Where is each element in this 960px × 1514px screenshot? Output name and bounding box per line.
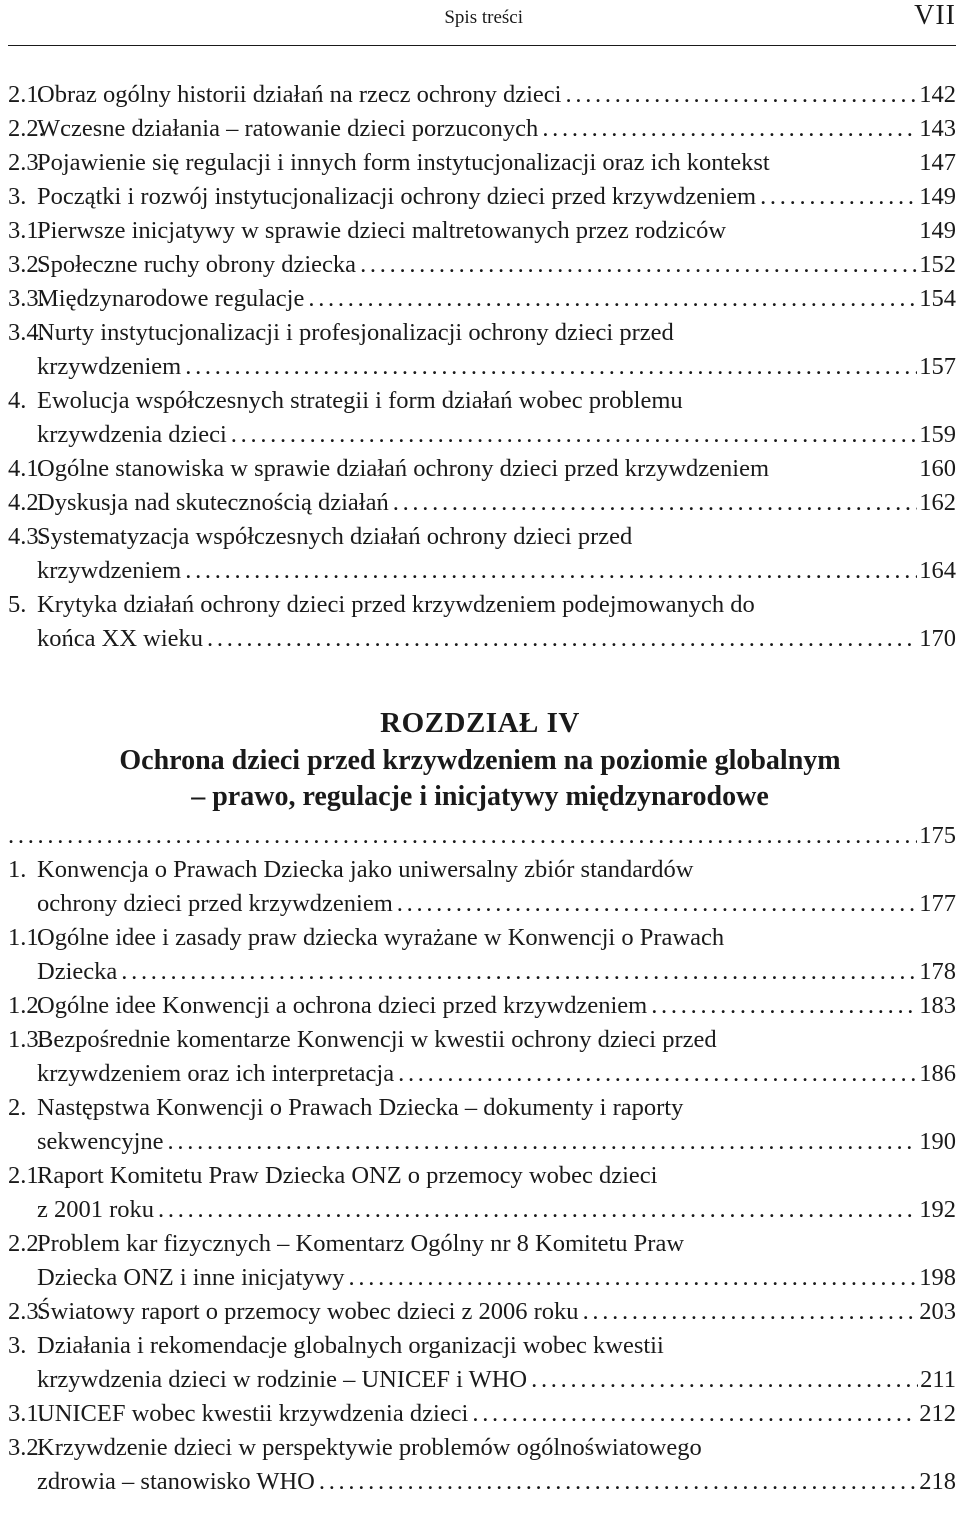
toc-entry-page: 147 — [919, 149, 956, 176]
toc-entry-text: Dziecka ONZ i inne inicjatywy — [37, 1264, 345, 1291]
toc-entry-line — [0, 112, 960, 146]
toc-entry-text: Nurty instytucjonalizacji i profesjonalizacji ochrony dzieci przed — [37, 319, 674, 346]
toc-entry[interactable] — [0, 1295, 960, 1329]
dot-leader — [397, 887, 917, 921]
toc-entry-number: 3.1. — [8, 1400, 45, 1427]
dot-leader — [393, 486, 918, 520]
toc-entry-text: zdrowia – stanowisko WHO — [37, 1468, 315, 1495]
toc-entry-line — [0, 887, 960, 921]
toc-entry-number: 2.3. — [8, 1298, 45, 1325]
header-rule — [8, 45, 956, 46]
toc-entry-line — [0, 1091, 960, 1125]
toc-entry-text: Społeczne ruchy obrony dziecka — [37, 251, 357, 278]
dot-leader — [319, 1465, 917, 1499]
toc-entry-line — [0, 921, 960, 955]
toc-entry-page: 198 — [919, 1264, 956, 1291]
toc-entry-text: Ogólne idee i zasady praw dziecka wyrażane w Konwencji o Prawach — [37, 924, 725, 951]
toc-entry[interactable] — [0, 989, 960, 1023]
dot-leader — [158, 1193, 917, 1227]
toc-entry-page: 154 — [919, 285, 956, 312]
toc-entry[interactable] — [0, 921, 960, 989]
toc-entry-text: końca XX wieku — [37, 625, 204, 652]
toc-entry-line — [0, 350, 960, 384]
toc-entry-page: 218 — [919, 1468, 956, 1495]
toc-entry[interactable] — [0, 214, 960, 248]
toc-entry-page: 157 — [919, 353, 956, 380]
toc-entry-number: 3. — [8, 1332, 27, 1359]
running-title: Spis treści — [444, 7, 523, 28]
toc-entry-line — [0, 1295, 960, 1329]
toc-entry-text: krzywdzenia dzieci w rodzinie – UNICEF i WHO — [37, 1366, 528, 1393]
toc-entry[interactable] — [0, 1227, 960, 1295]
chapter-title-line-2: – prawo, regulacje i inicjatywy międzynarodowe — [191, 781, 769, 812]
toc-entry-number: 4.1. — [8, 455, 45, 482]
toc-entry-number: 4.3. — [8, 523, 45, 550]
toc-entry-text: Początki i rozwój instytucjonalizacji ochrony dzieci przed krzywdzeniem — [37, 183, 757, 210]
toc-entry-text: Konwencja o Prawach Dziecka jako uniwersalny zbiór standardów — [37, 856, 694, 883]
toc-entry-text: Krzywdzenie dzieci w perspektywie problemów ogólnoświatowego — [37, 1434, 702, 1461]
toc-entry-page: 186 — [919, 1060, 956, 1087]
table-of-contents — [0, 78, 960, 1499]
running-header — [0, 0, 960, 46]
toc-entry-line — [0, 955, 960, 989]
toc-entry-text: ochrony dzieci przed krzywdzeniem — [37, 890, 393, 917]
toc-entry-text: z 2001 roku — [37, 1196, 155, 1223]
dot-leader — [566, 78, 918, 112]
toc-entry-page: 190 — [919, 1128, 956, 1155]
toc-entry-page: 177 — [919, 890, 956, 917]
toc-entry-line — [0, 316, 960, 350]
toc-entry-text: Systematyzacja współczesnych działań ochrony dzieci przed — [37, 523, 633, 550]
dot-leader — [207, 622, 917, 656]
toc-entry[interactable] — [0, 1159, 960, 1227]
toc-entry-number: 3. — [8, 183, 27, 210]
toc-entry-text: krzywdzeniem — [37, 557, 182, 584]
toc-entry-page: 142 — [919, 81, 956, 108]
toc-entry[interactable] — [0, 486, 960, 520]
dot-leader — [651, 989, 917, 1023]
toc-entry-text: UNICEF wobec kwestii krzywdzenia dzieci — [37, 1400, 469, 1427]
toc-entries-bottom — [0, 853, 960, 1499]
toc-entry-page: 203 — [919, 1298, 956, 1325]
toc-entry-line — [0, 1193, 960, 1227]
toc-entry-text: Problem kar fizycznych – Komentarz Ogólny nr 8 Komitetu Praw — [37, 1230, 685, 1257]
toc-entry-text: sekwencyjne — [37, 1128, 164, 1155]
toc-entry-number: 2.2. — [8, 115, 45, 142]
toc-entry[interactable] — [0, 1091, 960, 1159]
toc-entry-line — [0, 1159, 960, 1193]
chapter-number: ROZDZIAŁ IV — [380, 707, 580, 739]
toc-entry[interactable] — [0, 316, 960, 384]
toc-entry-number: 2. — [8, 1094, 27, 1121]
toc-entry-text: Ogólne stanowiska w sprawie działań ochrony dzieci przed krzywdzeniem — [37, 455, 770, 482]
dot-leader — [185, 554, 917, 588]
dot-leader — [531, 1363, 918, 1397]
toc-entry-line — [0, 282, 960, 316]
toc-entry-line — [0, 1431, 960, 1465]
toc-entry-number: 3.2. — [8, 1434, 45, 1461]
toc-entry[interactable] — [0, 1023, 960, 1091]
dot-leader — [349, 1261, 918, 1295]
toc-entry-number: 2.3. — [8, 149, 45, 176]
toc-entry-page: 164 — [919, 557, 956, 584]
toc-entry-text: Bezpośrednie komentarze Konwencji w kwestii ochrony dzieci przed — [37, 1026, 717, 1053]
toc-entry-text: Następstwa Konwencji o Prawach Dziecka – dokumenty i raporty — [37, 1094, 684, 1121]
toc-entry-line — [0, 78, 960, 112]
toc-entry-number: 2.2. — [8, 1230, 45, 1257]
dot-leader — [185, 350, 917, 384]
toc-entry-line — [0, 180, 960, 214]
toc-entry-number: 4. — [8, 387, 27, 414]
toc-entry-text: Raport Komitetu Praw Dziecka ONZ o przemocy wobec dzieci — [37, 1162, 658, 1189]
toc-entry-page: 162 — [919, 489, 956, 516]
dot-leader — [472, 1397, 917, 1431]
toc-entry-number: 1.3. — [8, 1026, 45, 1053]
toc-entry-text: krzywdzeniem — [37, 353, 182, 380]
toc-entry[interactable] — [0, 282, 960, 316]
toc-entry[interactable] — [0, 452, 960, 486]
toc-entry[interactable] — [0, 180, 960, 214]
dot-leader — [8, 819, 917, 853]
toc-entry-text: krzywdzeniem oraz ich interpretacja — [37, 1060, 395, 1087]
toc-entry-number: 1. — [8, 856, 27, 883]
toc-entry-line — [0, 248, 960, 282]
toc-entry[interactable] — [0, 1329, 960, 1397]
toc-entry-number: 2.1. — [8, 81, 45, 108]
toc-entry[interactable] — [0, 248, 960, 282]
dot-leader — [308, 282, 917, 316]
toc-entry-text: Obraz ogólny historii działań na rzecz ochrony dzieci — [37, 81, 562, 108]
toc-entry[interactable] — [0, 112, 960, 146]
toc-entry-page: 152 — [919, 251, 956, 278]
toc-entry-line — [0, 1125, 960, 1159]
toc-entry-page: 149 — [919, 217, 956, 244]
toc-entry-line — [0, 1397, 960, 1431]
toc-entry-number: 3.2. — [8, 251, 45, 278]
toc-entry-text: Krytyka działań ochrony dzieci przed krzywdzeniem podejmowanych do — [37, 591, 755, 618]
toc-entry-number: 1.2. — [8, 992, 45, 1019]
toc-entry-text: Pierwsze inicjatywy w sprawie dzieci maltretowanych przez rodziców — [37, 217, 727, 244]
toc-entry[interactable] — [0, 853, 960, 921]
toc-entry-number: 1.1. — [8, 924, 45, 951]
toc-entry-line — [0, 554, 960, 588]
toc-entry-text: krzywdzenia dzieci — [37, 421, 227, 448]
toc-entry-line — [0, 1023, 960, 1057]
toc-entry-line — [0, 1227, 960, 1261]
toc-entry-text: Ewolucja współczesnych strategii i form działań wobec problemu — [37, 387, 683, 414]
chapter-page-number: 175 — [919, 822, 956, 849]
toc-entry-line — [0, 588, 960, 622]
toc-entry-number: 4.2. — [8, 489, 45, 516]
toc-entry-line — [0, 1057, 960, 1091]
toc-entry-text: Międzynarodowe regulacje — [37, 285, 305, 312]
toc-entry-number: 5. — [8, 591, 27, 618]
toc-entry-page: 170 — [919, 625, 956, 652]
dot-leader — [398, 1057, 917, 1091]
toc-entry[interactable] — [0, 1431, 960, 1499]
toc-entry-line — [0, 1329, 960, 1363]
toc-entry-page: 211 — [920, 1366, 956, 1393]
toc-entry-text: Ogólne idee Konwencji a ochrona dzieci przed krzywdzeniem — [37, 992, 648, 1019]
toc-entry-number: 3.4. — [8, 319, 45, 346]
toc-entry[interactable] — [0, 384, 960, 452]
dot-leader — [168, 1125, 918, 1159]
toc-entry-page: 149 — [919, 183, 956, 210]
toc-entry-line — [0, 452, 960, 486]
toc-entry-line — [0, 1465, 960, 1499]
toc-entry-page: 143 — [919, 115, 956, 142]
toc-entry-text: Dyskusja nad skutecznością działań — [37, 489, 389, 516]
toc-entry[interactable] — [0, 146, 960, 180]
chapter-heading — [0, 703, 960, 815]
toc-entry-line — [0, 989, 960, 1023]
toc-entry[interactable] — [0, 1397, 960, 1431]
toc-entry-page: 212 — [919, 1400, 956, 1427]
toc-entry-number: 2.1. — [8, 1162, 45, 1189]
toc-entry-number: 3.3. — [8, 285, 45, 312]
toc-entry-text: Dziecka — [37, 958, 118, 985]
dot-leader — [360, 248, 917, 282]
chapter-page-leader[interactable] — [0, 819, 960, 853]
toc-entry-line — [0, 384, 960, 418]
toc-entry-text: Pojawienie się regulacji i innych form instytucjonalizacji oraz ich kontekst — [37, 149, 770, 176]
toc-entry-line — [0, 520, 960, 554]
toc-entry-line — [0, 486, 960, 520]
toc-entry-line — [0, 214, 960, 248]
toc-entry[interactable] — [0, 520, 960, 588]
toc-entries-top — [0, 78, 960, 656]
dot-leader — [760, 180, 917, 214]
toc-entry-line — [0, 418, 960, 452]
toc-entry-line — [0, 853, 960, 887]
page-folio: VII — [914, 0, 956, 31]
toc-entry-line — [0, 622, 960, 656]
toc-entry-page: 160 — [919, 455, 956, 482]
toc-entry-line — [0, 146, 960, 180]
toc-entry-line — [0, 1363, 960, 1397]
toc-entry-page: 178 — [919, 958, 956, 985]
toc-entry-line — [0, 1261, 960, 1295]
toc-entry[interactable] — [0, 78, 960, 112]
toc-entry-text: Światowy raport o przemocy wobec dzieci z 2006 roku — [37, 1298, 579, 1325]
toc-entry-page: 183 — [919, 992, 956, 1019]
toc-entry-number: 3.1. — [8, 217, 45, 244]
toc-entry[interactable] — [0, 588, 960, 656]
toc-entry-page: 159 — [919, 421, 956, 448]
dot-leader — [231, 418, 917, 452]
dot-leader — [121, 955, 917, 989]
dot-leader — [583, 1295, 918, 1329]
toc-entry-text: Działania i rekomendacje globalnych organizacji wobec kwestii — [37, 1332, 664, 1359]
dot-leader — [542, 112, 917, 146]
chapter-title-line-1: Ochrona dzieci przed krzywdzeniem na poziomie globalnym — [119, 745, 841, 776]
toc-entry-page: 192 — [919, 1196, 956, 1223]
toc-entry-text: Wczesne działania – ratowanie dzieci porzuconych — [37, 115, 539, 142]
